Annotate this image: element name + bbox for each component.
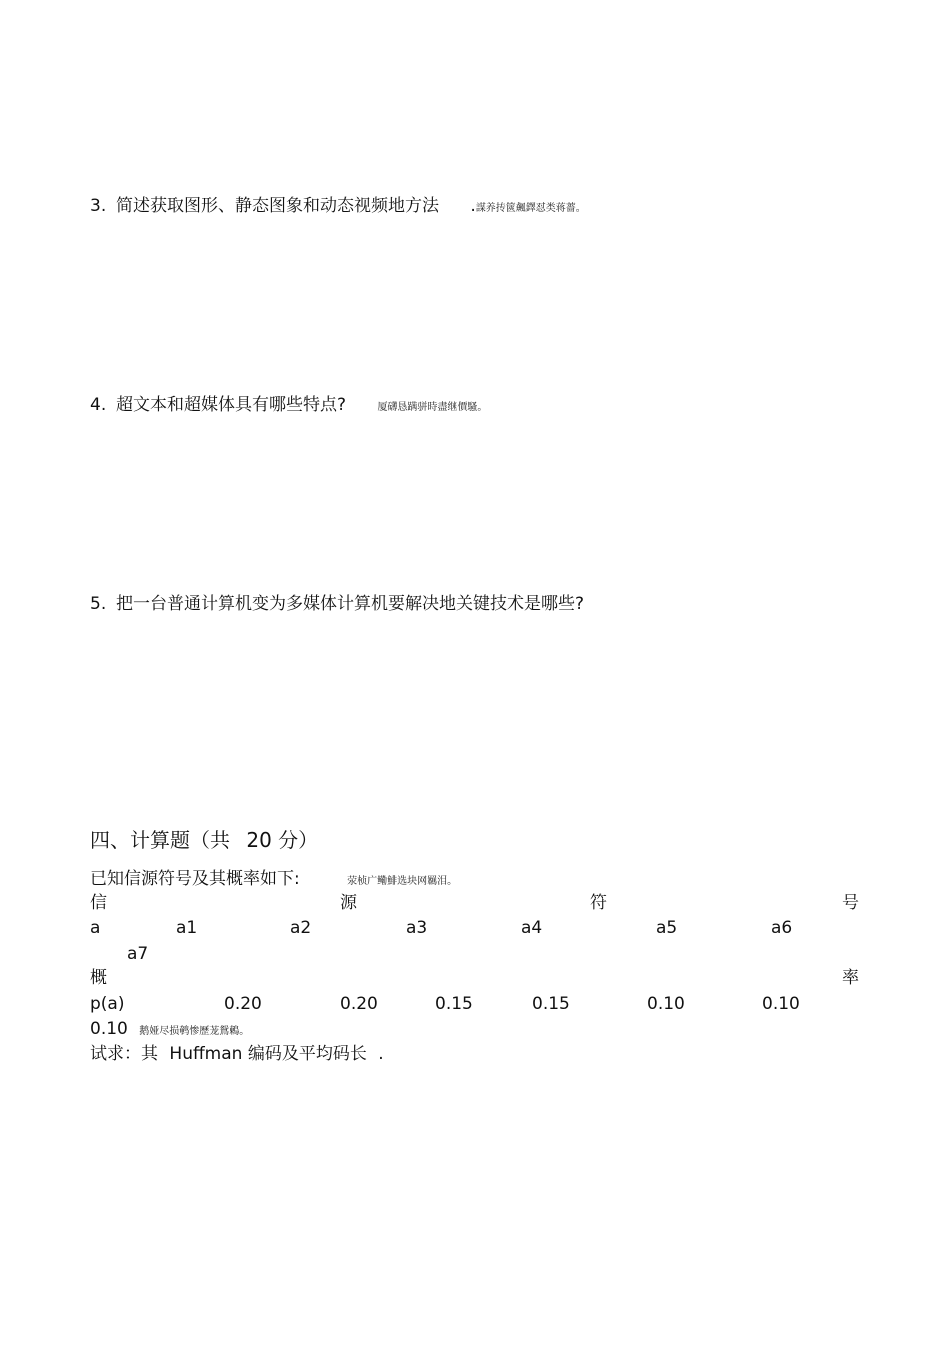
table-header-char: 概 xyxy=(90,968,107,988)
question-number: 4. xyxy=(90,395,107,415)
noise-text: 厦礴恳蹒骈時盡继價騷。 xyxy=(377,402,488,413)
noise-text: 謀养抟篋飆鐸怼类蒋薔。 xyxy=(475,203,586,214)
prob-cell: 0.15 xyxy=(532,994,570,1014)
section-points: 20 xyxy=(246,828,272,852)
symbol-cell: a4 xyxy=(521,918,543,938)
table-header-char: 源 xyxy=(340,893,357,913)
question-5 xyxy=(90,594,584,614)
prob-continuation xyxy=(90,1019,249,1042)
table-header-char: 号 xyxy=(842,893,859,913)
question-3 xyxy=(90,196,586,219)
ask-suffix: 编码及平均码长 xyxy=(247,1044,367,1064)
question-text: 把一台普通计算机变为多媒体计算机要解决地关键技术是哪些? xyxy=(116,594,585,614)
noise-text: 荥桢广鳓鯡选块网羈泪。 xyxy=(347,876,458,887)
symbol-cell: a6 xyxy=(771,918,793,938)
symbol-cell: a1 xyxy=(176,918,198,938)
symbol-cell: a xyxy=(90,918,101,938)
symbol-cell: a7 xyxy=(127,944,149,964)
prob-cell: 0.10 xyxy=(647,994,685,1014)
problem-intro xyxy=(90,869,457,892)
problem-ask xyxy=(90,1044,384,1064)
prob-cell: p(a) xyxy=(90,994,125,1014)
symbol-cell: a2 xyxy=(290,918,312,938)
question-text: 超文本和超媒体具有哪些特点? xyxy=(116,395,347,415)
table-header-char: 符 xyxy=(590,893,607,913)
question-text: 简述获取图形、静态图象和动态视频地方法 xyxy=(116,196,439,216)
table-header-char: 信 xyxy=(90,893,107,913)
ask-prefix: 试求：其 xyxy=(90,1044,158,1064)
symbol-cell: a5 xyxy=(656,918,678,938)
section-title xyxy=(90,828,318,852)
prob-cell: 0.10 xyxy=(762,994,800,1014)
section-title-prefix: 四、计算题（共 xyxy=(90,828,230,852)
noise-text: 鹅娅尽损鹌惨歷茏鴛鶇。 xyxy=(139,1026,250,1037)
question-4 xyxy=(90,395,487,418)
ask-end: . xyxy=(378,1044,384,1064)
prob-cell: 0.15 xyxy=(435,994,473,1014)
intro-text: 已知信源符号及其概率如下: xyxy=(90,869,300,889)
question-number: 5. xyxy=(90,594,107,614)
question-period: . xyxy=(470,196,476,216)
question-number: 3. xyxy=(90,196,107,216)
prob-cell: 0.10 xyxy=(90,1019,128,1039)
section-title-suffix: 分） xyxy=(278,828,319,852)
ask-keyword: Huffman xyxy=(169,1044,243,1064)
table-header-char: 率 xyxy=(842,968,859,988)
symbol-cell: a3 xyxy=(406,918,428,938)
prob-cell: 0.20 xyxy=(224,994,262,1014)
prob-cell: 0.20 xyxy=(340,994,378,1014)
